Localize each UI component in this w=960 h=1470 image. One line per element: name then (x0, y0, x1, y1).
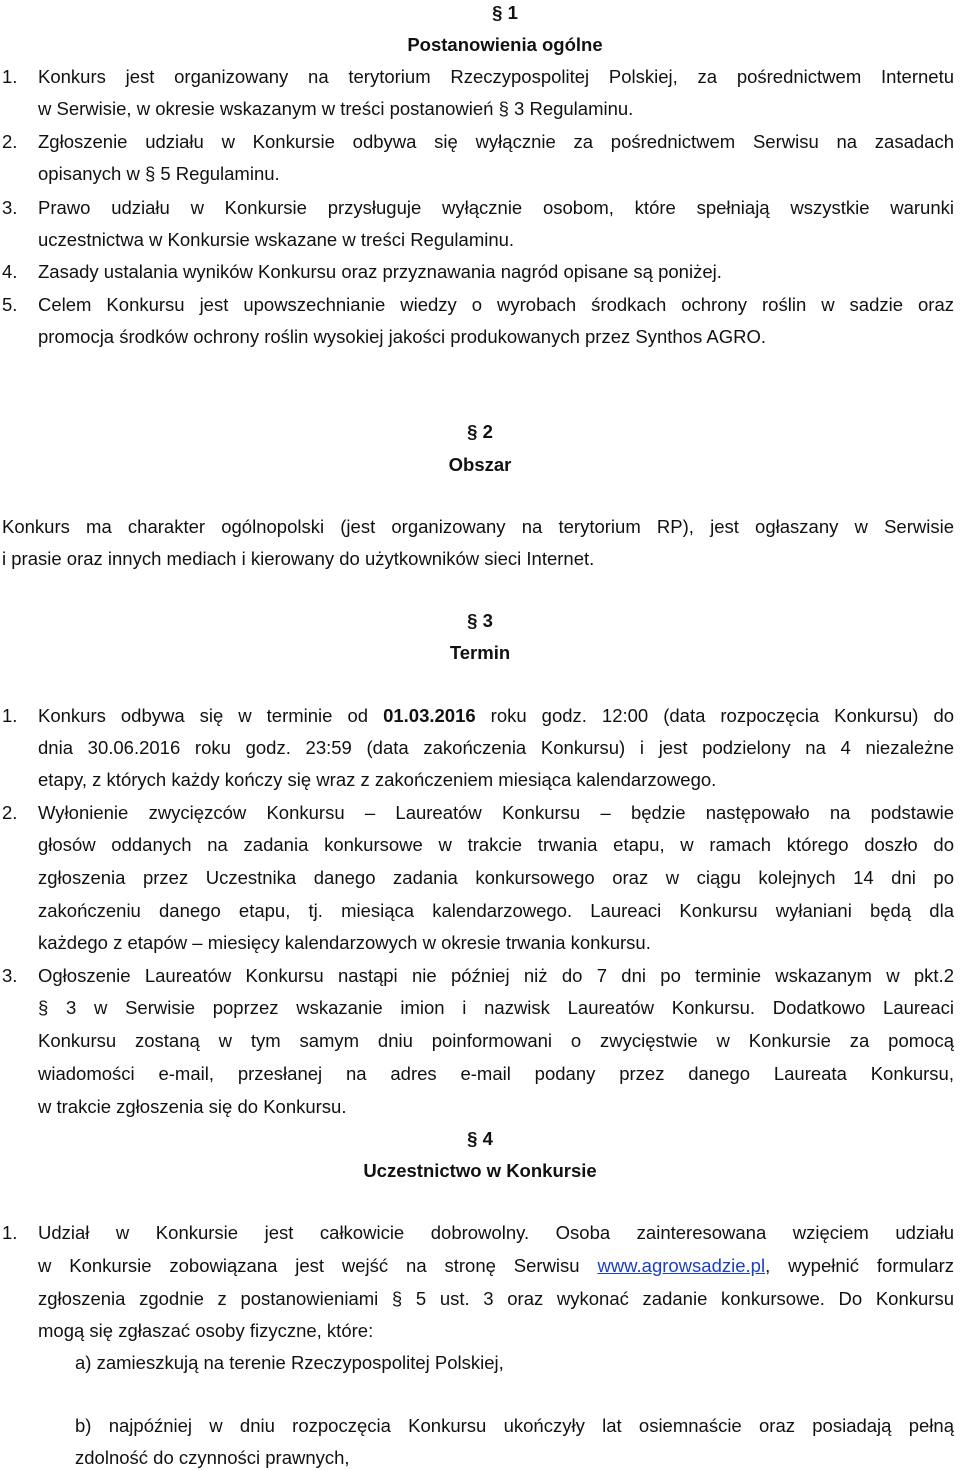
item-number: 3. (2, 965, 18, 986)
item-text-line: zgłoszenia zgodnie z postanowieniami § 5 ust. 3 oraz wykonać zadanie konkursowe. Do Konkursu (38, 1288, 954, 1309)
item-text-line: Udział w Konkursie jest całkowicie dobrowolny. Osoba zainteresowana wzięciem udziału (38, 1222, 954, 1243)
item-text-line: Konkurs jest organizowany na terytorium Rzeczypospolitej Polskiej, za pośrednictwem Internetu (38, 66, 954, 87)
item-text-line: mogą się zgłaszać osoby fizyczne, które: (38, 1320, 374, 1341)
item-text-line: Zasady ustalania wyników Konkursu oraz przyznawania nagród opisane są poniżej. (38, 261, 722, 282)
sub-item-text-line: zdolność do czynności prawnych, (75, 1447, 350, 1468)
item-text-line: wiadomości e-mail, przesłanej na adres e-mail podany przez danego Laureata Konkursu, (38, 1063, 954, 1084)
section-2-title: Obszar (448, 454, 512, 475)
item-number: 1. (2, 66, 18, 87)
item-text-segment: Konkurs odbywa się w terminie od (38, 705, 369, 726)
item-text-line: głosów oddanych na zadania konkursowe w trakcie trwania etapu, w ramach którego doszło do (38, 834, 954, 855)
item-number: 1. (2, 705, 18, 726)
item-number: 2. (2, 802, 18, 823)
sub-item-a: a) zamieszkują na terenie Rzeczypospolitej Polskiej, (75, 1352, 504, 1373)
item-text-line: w Serwisie, w okresie wskazanym w treści postanowień § 3 Regulaminu. (38, 98, 634, 119)
item-text-line: Celem Konkursu jest upowszechnianie wiedzy o wyrobach środkach ochrony roślin w sadzie oraz (38, 294, 954, 315)
item-text-line (38, 705, 954, 727)
section-4-symbol: § 4 (467, 1128, 493, 1149)
item-text-line: Konkursu zostaną w tym samym dniu poinformowani o zwycięstwie w Konkursie za pomocą (38, 1030, 954, 1051)
body-text-line: Konkurs ma charakter ogólnopolski (jest organizowany na terytorium RP), jest ogłaszany w Serwisie (2, 516, 954, 537)
item-text-segment: roku godz. 12:00 (data rozpoczęcia Konkursu) do (490, 705, 955, 726)
item-text-line: każdego z etapów – miesięcy kalendarzowych w okresie trwania konkursu. (38, 932, 651, 953)
body-text-line: i prasie oraz innych mediach i kierowany do użytkowników sieci Internet. (2, 548, 595, 569)
section-2-symbol: § 2 (467, 421, 493, 442)
item-text-line: Ogłoszenie Laureatów Konkursu nastąpi nie później niż do 7 dni po terminie wskazanym w pkt.2 (38, 965, 954, 986)
item-text-line: § 3 w Serwisie poprzez wskazanie imion i nazwisk Laureatów Konkursu. Dodatkowo Laureaci (38, 997, 954, 1018)
section-3-symbol: § 3 (467, 610, 493, 631)
item-number: 4. (2, 261, 18, 282)
section-1-symbol: § 1 (492, 2, 518, 23)
item-number: 1. (2, 1222, 18, 1243)
item-text-line: zgłoszenia przez Uczestnika danego zadania konkursowego oraz w ciągu kolejnych 14 dni po (38, 867, 954, 888)
item-number: 2. (2, 131, 18, 152)
item-text-segment: w Konkursie zobowiązana jest wejść na stronę Serwisu (38, 1255, 580, 1276)
item-text-line: promocja środków ochrony roślin wysokiej jakości produkowanych przez Synthos AGRO. (38, 326, 766, 347)
item-text-line: zakończeniu danego etapu, tj. miesiąca kalendarzowego. Laureaci Konkursu wyłaniani będą dla (38, 900, 954, 921)
item-number: 3. (2, 197, 18, 218)
item-text-line (38, 1255, 954, 1277)
item-text-line: Wyłonienie zwycięzców Konkursu – Laureatów Konkursu – będzie następowało na podstawie (38, 802, 954, 823)
item-text-line: etapy, z których każdy kończy się wraz z zakończeniem miesiąca kalendarzowego. (38, 769, 717, 790)
item-text-line: uczestnictwa w Konkursie wskazane w treści Regulaminu. (38, 229, 515, 250)
item-text-line: Prawo udziału w Konkursie przysługuje wyłącznie osobom, które spełniają wszystkie warunki (38, 197, 954, 218)
section-1-title: Postanowienia ogólne (407, 34, 603, 55)
item-text-line: w trakcie zgłoszenia się do Konkursu. (38, 1096, 347, 1117)
section-4-title: Uczestnictwo w Konkursie (363, 1160, 597, 1181)
item-text-line: opisanych w § 5 Regulaminu. (38, 163, 280, 184)
sub-item-text-line: b) najpóźniej w dniu rozpoczęcia Konkursu ukończyły lat osiemnaście oraz posiadają pełną (75, 1415, 954, 1436)
website-link[interactable]: www.agrowsadzie.pl (597, 1255, 766, 1276)
item-number: 5. (2, 294, 18, 315)
item-text-segment: , wypełnić formularz (765, 1255, 954, 1276)
start-date: 01.03.2016 (383, 705, 476, 726)
item-text-line: dnia 30.06.2016 roku godz. 23:59 (data zakończenia Konkursu) i jest podzielony na 4 niezależne (38, 737, 954, 758)
section-3-title: Termin (449, 642, 511, 663)
item-text-line: Zgłoszenie udziału w Konkursie odbywa się wyłącznie za pośrednictwem Serwisu na zasadach (38, 131, 954, 152)
